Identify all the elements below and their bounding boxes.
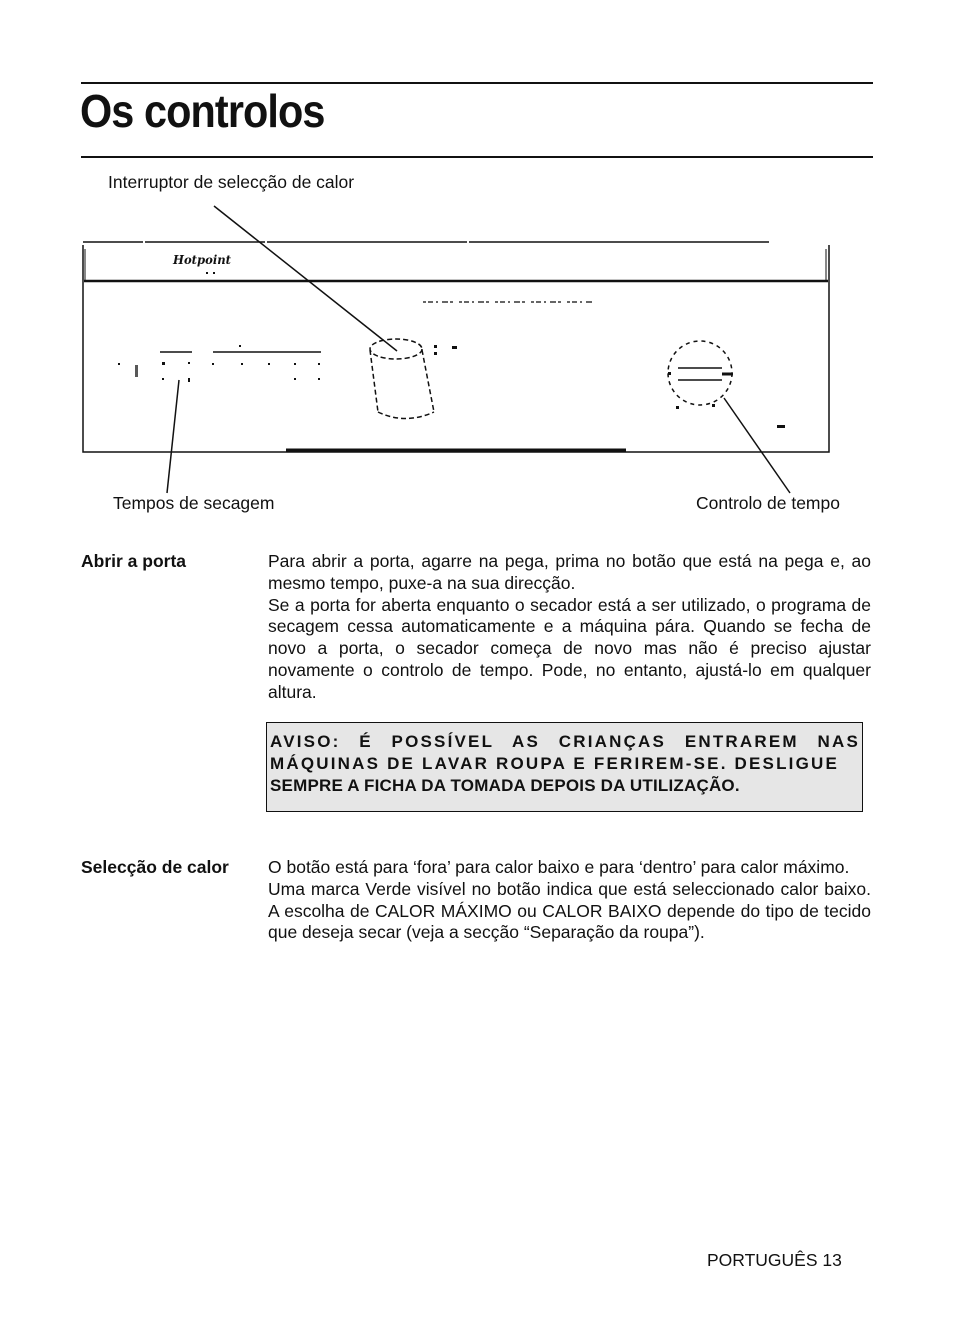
section-body-open-door [268,551,871,704]
timer-dial [668,341,733,405]
leader-drying-times [167,380,179,493]
warning-text: AVISO: É POSSÍVEL AS CRIANÇAS ENTRAREM NAS MÁQUINAS DE LAVAR ROUPA E FERIREM-SE. DESLIGUE [270,732,860,773]
paragraph: Uma marca Verde visível no botão indica que está seleccionado calor baixo. A escolha de CALOR MÁXIMO ou CALOR BAIXO depende do tipo de tecido que deseja secar (veja a secção “Separação da roupa”). [268,878,871,943]
heat-button-marks [434,345,457,355]
section-body-heat-selection [268,857,871,944]
control-panel-diagram [0,160,954,520]
callout-timer-control: Controlo de tempo [696,493,840,513]
drying-times-scale [118,345,321,382]
warning-box [266,722,863,812]
title-rule [81,156,873,158]
section-heading-open-door: Abrir a porta [81,551,187,571]
leader-timer-control [724,398,790,493]
callout-drying-times: Tempos de secagem [113,493,275,513]
page-title: Os controlos [80,85,325,137]
warning-text-last-line: SEMPRE A FICHA DA TOMADA DEPOIS DA UTILIZAÇÃO. [270,776,740,795]
leader-heat-switch [214,206,397,351]
paragraph: Se a porta for aberta enquanto o secador está a ser utilizado, o programa de secagem cessa automaticamente e a máquina pára. Quando se fecha de novo a porta, o secador começa de novo mas não é preciso ajustar novamente o controlo de tempo. Pode, no entanto, ajustá-lo em qualquer altura. [268,594,871,702]
callout-heat-switch: Interruptor de selecção de calor [108,172,355,192]
brand-logo: Hotpoint [172,253,232,267]
page-footer: PORTUGUÊS 13 [707,1250,842,1270]
heat-selection-button [370,339,434,419]
logo-dots [206,272,215,274]
section-heading-heat-selection: Selecção de calor [81,857,229,877]
paragraph: O botão está para ‘fora’ para calor baixo e para ‘dentro’ para calor máximo. [268,857,850,877]
paragraph: Para abrir a porta, agarre na pega, prima no botão que está na pega e, ao mesmo tempo, puxe-a na sua direcção. [268,551,871,593]
